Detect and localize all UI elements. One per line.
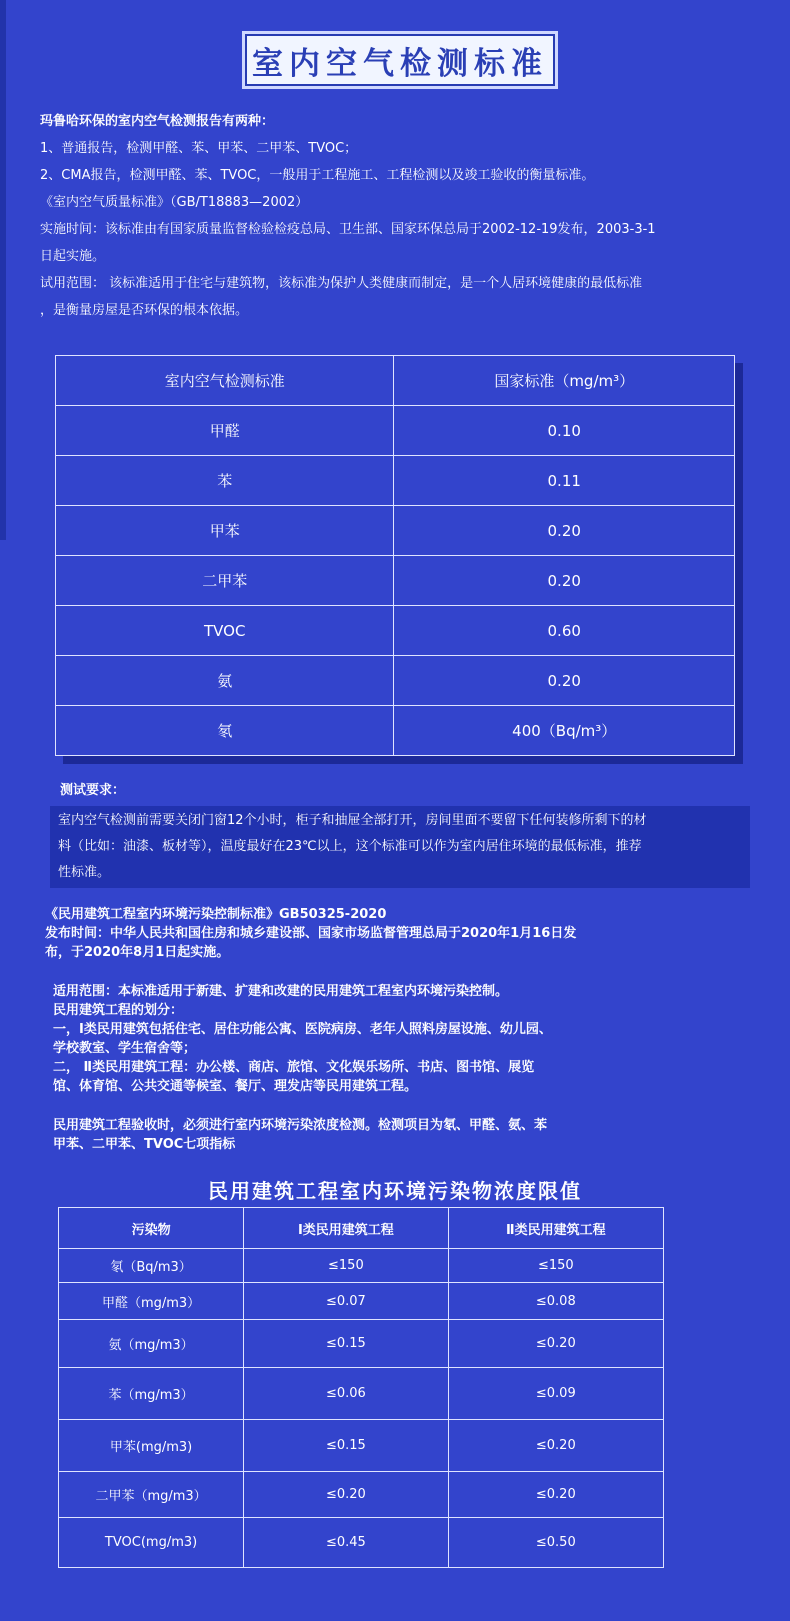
- table-header-cell: 室内空气检测标准: [56, 356, 394, 406]
- intro-line-2: 1、普通报告，检测甲醛、苯、甲苯、二甲苯、TVOC；: [40, 141, 358, 156]
- intro-line-8: ，是衡量房屋是否环保的根本依据。: [40, 303, 249, 318]
- test-requirements: [50, 778, 750, 888]
- table-row: [59, 1472, 664, 1518]
- table-cell: 0.60: [394, 606, 735, 656]
- table-row: [56, 656, 735, 706]
- left-edge-decoration: [0, 0, 6, 540]
- table-cell: ≤0.15: [244, 1320, 448, 1368]
- table-row: [59, 1420, 664, 1472]
- spacer: [45, 1096, 755, 1116]
- section2-line-6: 一，Ⅰ类民用建筑包括住宅、居住功能公寓、医院病房、老年人照料房屋设施、幼儿园、: [53, 1022, 552, 1037]
- section2-line-4: 适用范围：本标准适用于新建、扩建和改建的民用建筑工程室内环境污染控制。: [53, 984, 509, 999]
- table-cell: 0.20: [394, 656, 735, 706]
- requirements-line-2: 料（比如：油漆、板材等），温度最好在23℃以上，这个标准可以作为室内居住环境的最低标准，推荐: [58, 839, 642, 854]
- table-row: [59, 1518, 664, 1568]
- table-row: [59, 1283, 664, 1320]
- table-header-row: [59, 1208, 664, 1249]
- table-row: [59, 1249, 664, 1283]
- table-cell: ≤0.09: [448, 1368, 663, 1420]
- table-row: [56, 506, 735, 556]
- table-cell: 氨: [56, 656, 394, 706]
- table-row: [59, 1368, 664, 1420]
- table-cell: ≤0.50: [448, 1518, 663, 1568]
- table-cell: ≤0.45: [244, 1518, 448, 1568]
- table-cell: 0.11: [394, 456, 735, 506]
- table-header-cell: 国家标准（mg/m³）: [394, 356, 735, 406]
- table-cell: ≤0.15: [244, 1420, 448, 1472]
- spacer: [45, 962, 755, 982]
- table-cell: ≤0.20: [448, 1320, 663, 1368]
- table-row: [56, 556, 735, 606]
- section2-line-5: 民用建筑工程的划分：: [53, 1003, 184, 1018]
- requirements-line-1: 室内空气检测前需要关闭门窗12个小时，柜子和抽屉全部打开，房间里面不要留下任何装修所剩下的材: [58, 813, 647, 828]
- pollutant-limit-table: [58, 1207, 664, 1568]
- section2-line-2: 发布时间：中华人民共和国住房和城乡建设部、国家市场监督管理总局于2020年1月16日发: [45, 926, 577, 941]
- intro-line-4: 《室内空气质量标准》（GB/T18883—2002）: [40, 195, 309, 210]
- table-cell: TVOC(mg/m3): [59, 1518, 244, 1568]
- section2-line-3: 布，于2020年8月1日起实施。: [45, 945, 230, 960]
- table-row: [56, 706, 735, 756]
- table-cell: 400（Bq/m³）: [394, 706, 735, 756]
- table-cell: 甲醛: [56, 406, 394, 456]
- table-cell: 苯: [56, 456, 394, 506]
- table-cell: 二甲苯（mg/m3）: [59, 1472, 244, 1518]
- table-cell: 甲苯(mg/m3): [59, 1420, 244, 1472]
- table-row: [59, 1320, 664, 1368]
- table-cell: 0.20: [394, 556, 735, 606]
- table-cell: ≤0.06: [244, 1368, 448, 1420]
- table-row: [56, 606, 735, 656]
- table-cell: 0.20: [394, 506, 735, 556]
- intro-line-6: 日起实施。: [40, 249, 106, 264]
- intro-section: [40, 108, 750, 324]
- table-cell: ≤0.07: [244, 1283, 448, 1320]
- intro-line-7: 试用范围： 该标准适用于住宅与建筑物，该标准为保护人类健康而制定，是一个人居环境健康的最低标准: [40, 276, 643, 291]
- table-cell: ≤0.20: [448, 1420, 663, 1472]
- requirements-text: [50, 806, 750, 888]
- section2-line-9: 馆、体育馆、公共交通等候室、餐厅、理发店等民用建筑工程。: [53, 1079, 418, 1094]
- table-cell: ≤0.08: [448, 1283, 663, 1320]
- table-cell: 氡（Bq/m3）: [59, 1249, 244, 1283]
- table-cell: 氨（mg/m3）: [59, 1320, 244, 1368]
- page-title: 室内空气检测标准: [242, 31, 558, 89]
- table-cell: ≤0.20: [448, 1472, 663, 1518]
- table-cell: TVOC: [56, 606, 394, 656]
- requirements-heading: 测试要求：: [60, 783, 126, 798]
- intro-line-5: 实施时间：该标准由有国家质量监督检验检疫总局、卫生部、国家环保总局于2002-12-19发布，2003-3-1: [40, 222, 656, 237]
- table-cell: ≤150: [448, 1249, 663, 1283]
- table-cell: 苯（mg/m3）: [59, 1368, 244, 1420]
- table-cell: ≤0.20: [244, 1472, 448, 1518]
- indoor-air-standard-table: [55, 355, 735, 756]
- table-cell: 甲苯: [56, 506, 394, 556]
- table-header-row: [56, 356, 735, 406]
- section2-line-10: 民用建筑工程验收时，必须进行室内环境污染浓度检测。检测项目为氡、甲醛、氨、苯: [53, 1118, 548, 1133]
- intro-line-1: 玛鲁哈环保的室内空气检测报告有两种：: [40, 114, 275, 129]
- table-header-cell: 污染物: [59, 1208, 244, 1249]
- table-header-cell: Ⅰ类民用建筑工程: [244, 1208, 448, 1249]
- section2-line-8: 二， Ⅱ类民用建筑工程：办公楼、商店、旅馆、文化娱乐场所、书店、图书馆、展览: [53, 1060, 535, 1075]
- requirements-line-3: 性标准。: [58, 865, 111, 880]
- table-row: [56, 406, 735, 456]
- section2-line-7: 学校教室、学生宿舍等；: [53, 1041, 197, 1056]
- intro-line-3: 2、CMA报告，检测甲醛、苯、TVOC，一般用于工程施工、工程检测以及竣工验收的衡量标准。: [40, 168, 595, 183]
- section2-line-11: 甲苯、二甲苯、TVOC七项指标: [53, 1137, 236, 1152]
- section2-line-1: 《民用建筑工程室内环境污染控制标准》GB50325-2020: [45, 907, 387, 922]
- table-header-cell: Ⅱ类民用建筑工程: [448, 1208, 663, 1249]
- table-cell: 0.10: [394, 406, 735, 456]
- table-cell: ≤150: [244, 1249, 448, 1283]
- civil-building-standard-section: [45, 905, 755, 1154]
- table-row: [56, 456, 735, 506]
- pollutant-table-title: 民用建筑工程室内环境污染物浓度限值: [208, 1179, 582, 1203]
- table-cell: 氡: [56, 706, 394, 756]
- table-cell: 甲醛（mg/m3）: [59, 1283, 244, 1320]
- table-cell: 二甲苯: [56, 556, 394, 606]
